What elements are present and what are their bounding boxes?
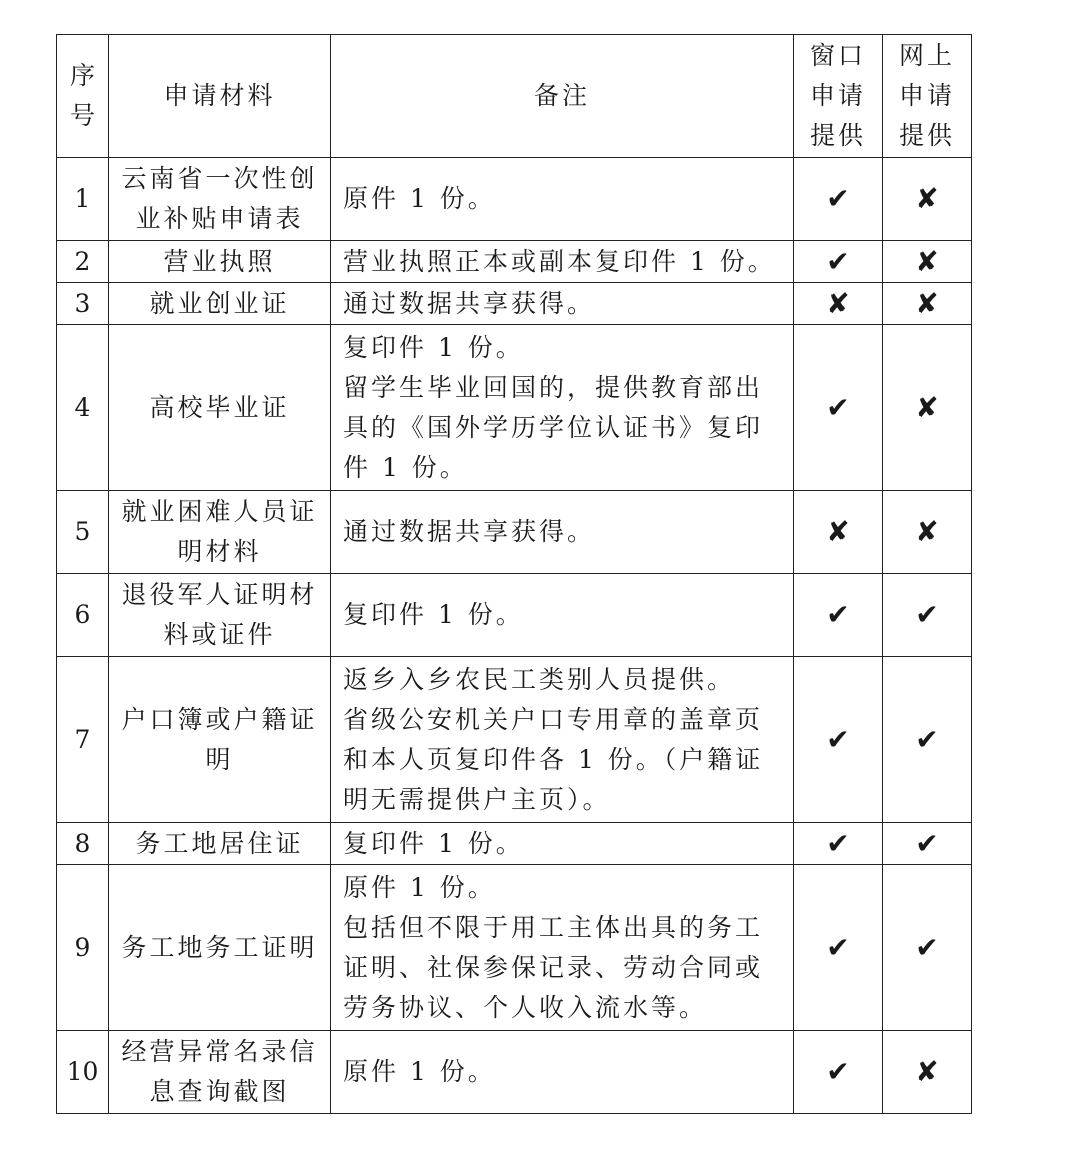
row-seq: 8 (57, 823, 109, 865)
check-icon: ✔ (794, 865, 883, 1031)
table-row (57, 491, 972, 574)
row-material: 高校毕业证 (109, 325, 331, 491)
note-line: 原件 1 份。 (343, 1057, 496, 1086)
table-row (57, 1031, 972, 1114)
row-material: 务工地务工证明 (109, 865, 331, 1031)
cross-icon: ✘ (883, 283, 972, 325)
table-row (57, 283, 972, 325)
header-note: 备注 (331, 35, 794, 158)
header-online: 网上申请提供 (883, 35, 972, 158)
row-note (331, 158, 794, 241)
note-line: 返乡入乡农民工类别人员提供。 (343, 664, 736, 694)
table-row (57, 325, 972, 491)
row-seq: 10 (57, 1031, 109, 1114)
table-row (57, 823, 972, 865)
row-note (331, 574, 794, 657)
check-icon: ✔ (883, 574, 972, 657)
row-material: 营业执照 (109, 241, 331, 283)
note-line: 营业执照正本或副本复印件 1 份。 (343, 246, 776, 276)
row-note (331, 283, 794, 325)
row-material: 经营异常名录信息查询截图 (109, 1031, 331, 1114)
cross-icon: ✘ (883, 241, 972, 283)
check-icon: ✔ (794, 158, 883, 241)
row-note (331, 865, 794, 1031)
header-seq: 序号 (57, 35, 109, 158)
note-line: 包括但不限于用工主体出具的务工证明、社保参保记录、劳动合同或劳务协议、个人收入流水等。 (343, 912, 764, 1022)
cross-icon: ✘ (883, 325, 972, 491)
cross-icon: ✘ (794, 491, 883, 574)
row-note (331, 1031, 794, 1114)
check-icon: ✔ (794, 657, 883, 823)
row-note (331, 241, 794, 283)
check-icon: ✔ (883, 865, 972, 1031)
row-material: 务工地居住证 (109, 823, 331, 865)
table-row (57, 865, 972, 1031)
check-icon: ✔ (794, 823, 883, 865)
header-material: 申请材料 (109, 35, 331, 158)
materials-table (56, 34, 972, 1114)
note-line: 复印件 1 份。 (343, 828, 524, 858)
check-icon: ✔ (794, 325, 883, 491)
note-line: 复印件 1 份。 (343, 600, 524, 629)
row-material: 就业困难人员证明材料 (109, 491, 331, 574)
row-seq: 9 (57, 865, 109, 1031)
note-line: 通过数据共享获得。 (343, 288, 596, 318)
table-body (57, 158, 972, 1114)
check-icon: ✔ (794, 1031, 883, 1114)
check-icon: ✔ (794, 574, 883, 657)
row-seq: 7 (57, 657, 109, 823)
note-line: 留学生毕业回国的，提供教育部出具的《国外学历学位认证书》复印件 1 份。 (343, 372, 764, 482)
row-material: 云南省一次性创业补贴申请表 (109, 158, 331, 241)
row-seq: 6 (57, 574, 109, 657)
cross-icon: ✘ (883, 158, 972, 241)
note-line: 复印件 1 份。 (343, 332, 524, 362)
note-line: 省级公安机关户口专用章的盖章页和本人页复印件各 1 份。（户籍证明无需提供户主页）。 (343, 704, 764, 814)
cross-icon: ✘ (883, 1031, 972, 1114)
cross-icon: ✘ (883, 491, 972, 574)
table-row (57, 574, 972, 657)
row-seq: 4 (57, 325, 109, 491)
table-row (57, 241, 972, 283)
note-line: 原件 1 份。 (343, 872, 496, 902)
check-icon: ✔ (883, 823, 972, 865)
check-icon: ✔ (883, 657, 972, 823)
table-row (57, 158, 972, 241)
header-row (57, 35, 972, 158)
row-note (331, 325, 794, 491)
row-note (331, 657, 794, 823)
row-note (331, 491, 794, 574)
row-seq: 1 (57, 158, 109, 241)
row-material: 户口簿或户籍证明 (109, 657, 331, 823)
note-line: 通过数据共享获得。 (343, 517, 596, 546)
cross-icon: ✘ (794, 283, 883, 325)
row-material: 就业创业证 (109, 283, 331, 325)
row-seq: 3 (57, 283, 109, 325)
check-icon: ✔ (794, 241, 883, 283)
row-material: 退役军人证明材料或证件 (109, 574, 331, 657)
row-note (331, 823, 794, 865)
row-seq: 2 (57, 241, 109, 283)
row-seq: 5 (57, 491, 109, 574)
header-window: 窗口申请提供 (794, 35, 883, 158)
note-line: 原件 1 份。 (343, 184, 496, 213)
table-row (57, 657, 972, 823)
